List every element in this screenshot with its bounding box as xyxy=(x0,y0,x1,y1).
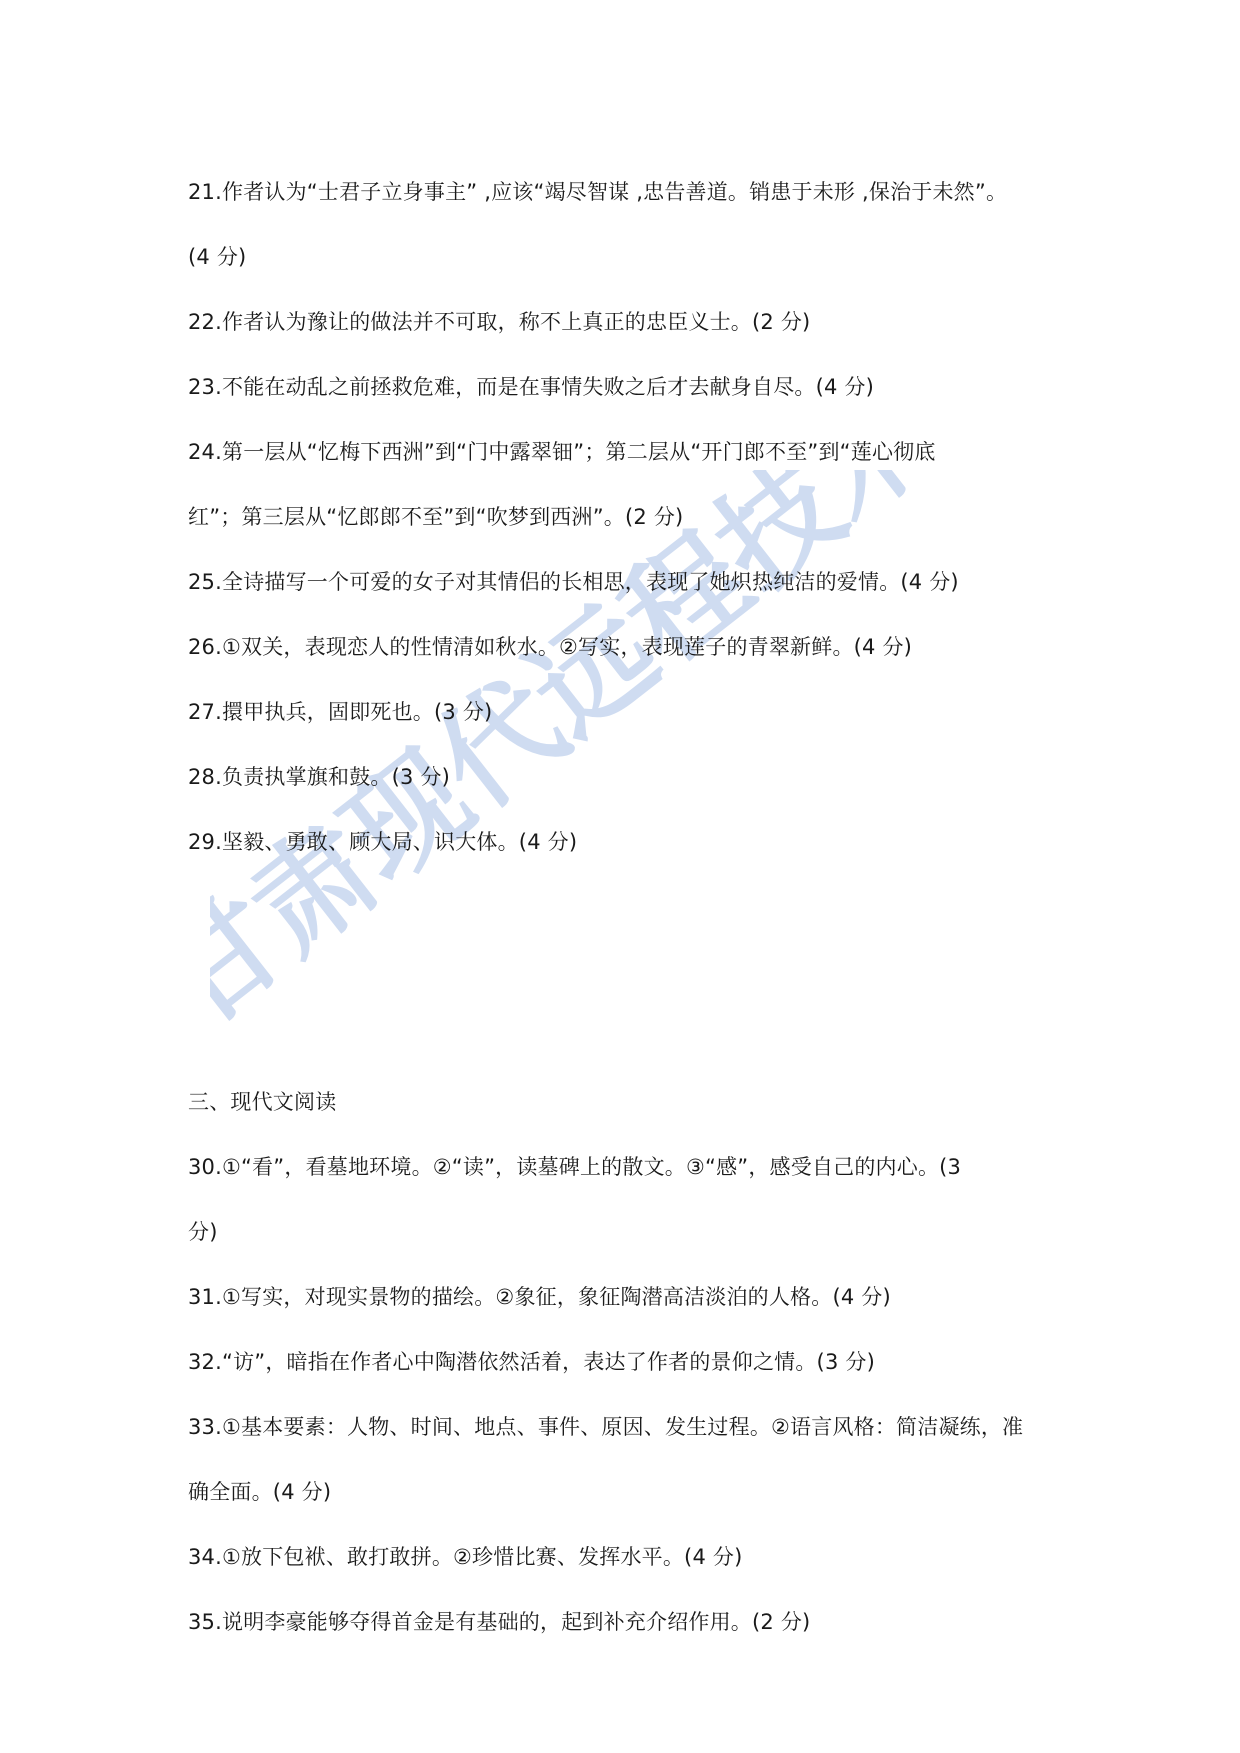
section-heading: 三、现代文阅读 xyxy=(188,1090,337,1114)
answer-22: 22.作者认为豫让的做法并不可取，称不上真正的忠臣义士。(2 分) xyxy=(188,310,811,334)
answer-27: 27.擐甲执兵，固即死也。(3 分) xyxy=(188,700,493,724)
watermark-text: 甘肃现代远程技术学院 xyxy=(210,470,1060,1053)
answer-26: 26.①双关，表现恋人的性情清如秋水。②写实，表现莲子的青翠新鲜。(4 分) xyxy=(188,635,913,659)
answer-35: 35.说明李豪能够夺得首金是有基础的，起到补充介绍作用。(2 分) xyxy=(188,1610,811,1634)
answer-24-line1: 24.第一层从“忆梅下西洲”到“门中露翠钿”；第二层从“开门郎不至”到“莲心彻底 xyxy=(188,440,936,464)
answer-23: 23.不能在动乱之前拯救危难，而是在事情失败之后才去献身自尽。(4 分) xyxy=(188,375,875,399)
section-spacer xyxy=(188,875,1068,1070)
answer-24-line2: 红”；第三层从“忆郎郎不至”到“吹梦到西洲”。(2 分) xyxy=(188,505,684,529)
answer-28: 28.负责执掌旗和鼓。(3 分) xyxy=(188,765,451,789)
answer-34: 34.①放下包袱、敢打敢拼。②珍惜比赛、发挥水平。(4 分) xyxy=(188,1545,743,1569)
answer-29: 29.坚毅、勇敢、顾大局、识大体。(4 分) xyxy=(188,830,578,854)
answer-32: 32.“访”，暗指在作者心中陶潜依然活着，表达了作者的景仰之情。(3 分) xyxy=(188,1350,875,1374)
answer-21-line1: 21.作者认为“士君子立身事主” ,应该“竭尽智谋 ,忠告善道。销患于未形 ,保治于未然”。 xyxy=(188,180,1008,204)
answer-30-line2: 分) xyxy=(188,1220,218,1244)
answer-21-line2: (4 分) xyxy=(188,245,247,269)
answer-30-line1: 30.①“看”，看墓地环境。②“读”，读墓碑上的散文。③“感”，感受自己的内心。(3 xyxy=(188,1155,962,1179)
answer-33-line2: 确全面。(4 分) xyxy=(188,1480,332,1504)
answer-33-line1: 33.①基本要素：人物、时间、地点、事件、原因、发生过程。②语言风格：简洁凝练，准 xyxy=(188,1415,1024,1439)
answer-25: 25.全诗描写一个可爱的女子对其情侣的长相思，表现了她炽热纯洁的爱情。(4 分) xyxy=(188,570,959,594)
answer-31: 31.①写实，对现实景物的描绘。②象征，象征陶潜高洁淡泊的人格。(4 分) xyxy=(188,1285,891,1309)
answer-content xyxy=(188,160,1068,1655)
